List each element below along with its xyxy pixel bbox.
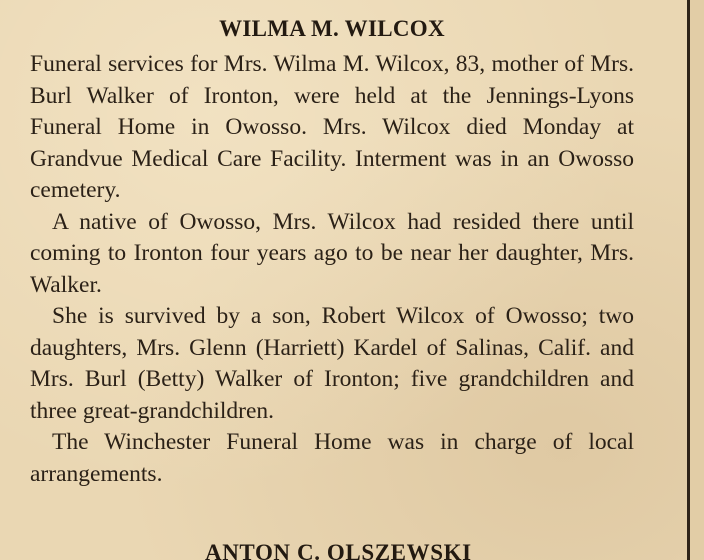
article-paragraph: A native of Owosso, Mrs. Wilcox had resided there until coming to Ironton four years ago to be near her daughter, Mrs. Walker. <box>30 208 634 298</box>
column-divider-rule <box>687 0 690 560</box>
article-paragraph: The Winchester Funeral Home was in charge of local arrangements. <box>30 429 634 487</box>
article-paragraph: She is survived by a son, Robert Wilcox of Owosso; two daughters, Mrs. Glenn (Harriett) Kardel of Salinas, Calif. and Mrs. Burl (Betty) Walker of Ironton; five grandchildren and three great-grandchildren. <box>30 303 634 424</box>
article-headline: WILMA M. WILCOX <box>219 16 445 41</box>
adjacent-column-margin <box>690 0 704 560</box>
obituary-article <box>30 14 634 490</box>
article-paragraph: Funeral services for Mrs. Wilma M. Wilcox, 83, mother of Mrs. Burl Walker of Ironton, were held at the Jennings-Lyons Funeral Home in Owosso. Mrs. Wilcox died Monday at Grandvue Medical Care Facility. Interment was in an Owosso cemetery. <box>30 51 634 203</box>
next-article-headline: ANTON C. OLSZEWSKI <box>205 540 472 560</box>
